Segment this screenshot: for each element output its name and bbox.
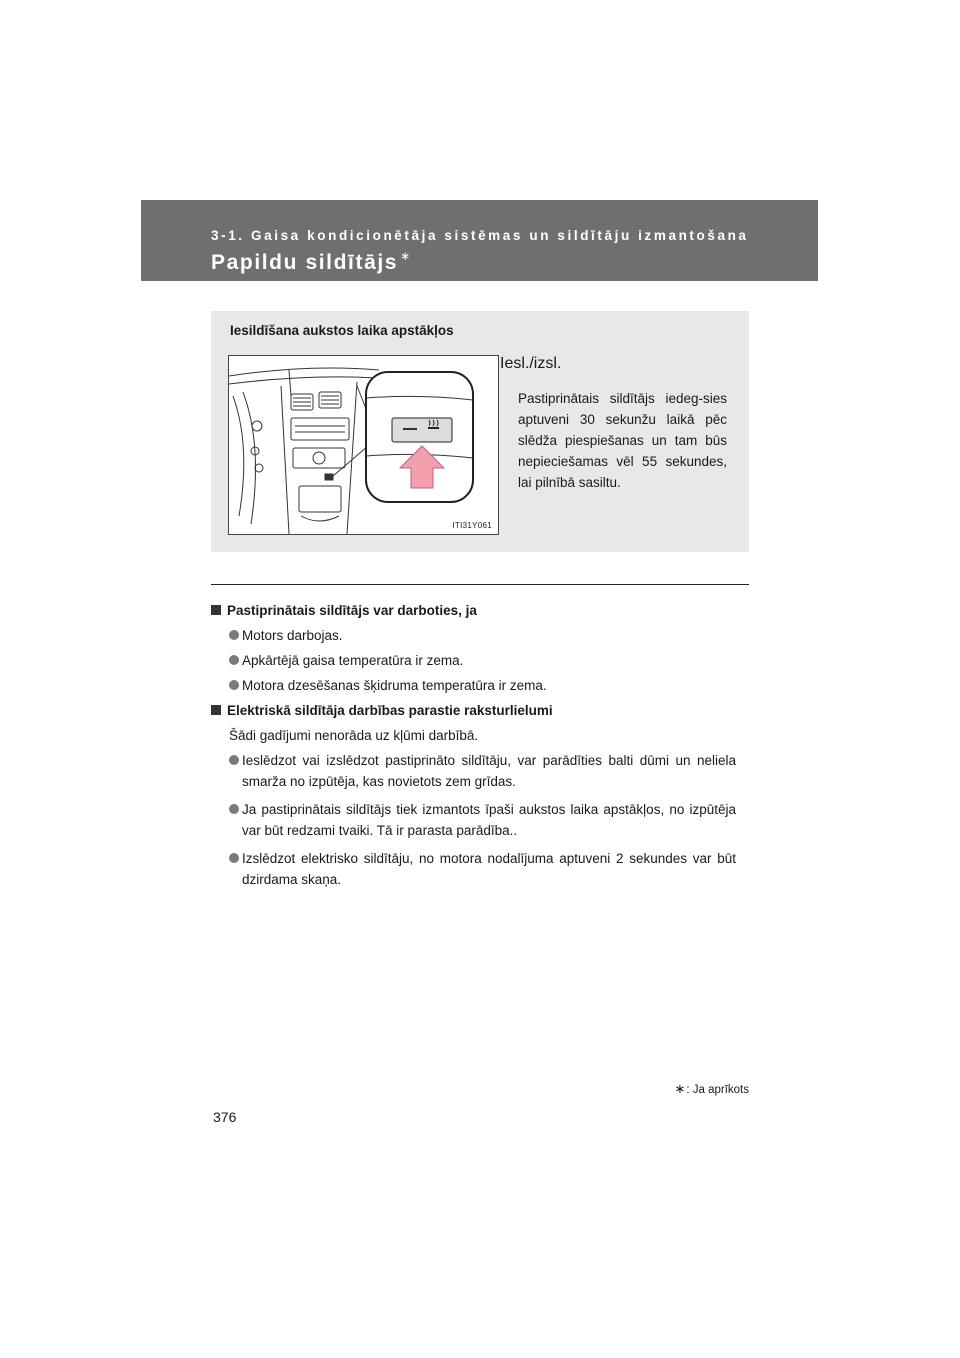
chapter-title: 3-1. Gaisa kondicionētāja sistēmas un sildītāju izmantošana — [211, 228, 749, 243]
dashboard-illustration — [228, 355, 499, 535]
footnote — [674, 1081, 749, 1097]
page-title-text: Papildu sildītājs — [211, 251, 399, 274]
list-item-text: Apkārtējā gaisa temperatūra ir zema. — [242, 653, 464, 668]
box-heading: Iesildīšana aukstos laika apstākļos — [230, 323, 454, 338]
round-bullet-icon — [229, 630, 239, 640]
list-item — [211, 848, 736, 890]
illustration-code: ITI31Y061 — [452, 521, 492, 530]
header-band — [141, 200, 818, 281]
round-bullet-icon — [229, 755, 239, 765]
list-item-text: Izslēdzot elektrisko sildītāju, no motora nodalījuma aptuveni 2 sekundes var būt dzirdama skaņa. — [242, 851, 736, 887]
button-label: Iesl./izsl. — [500, 355, 562, 372]
square-bullet-icon — [211, 605, 221, 615]
list-item — [211, 750, 736, 792]
footnote-text: : Ja aprīkots — [686, 1084, 749, 1096]
square-bullet-icon — [211, 705, 221, 715]
list-item-text: Ieslēdzot vai izslēdzot pastiprināto sildītāju, var parādīties balti dūmi un neliela smarža no izpūtēja, kas novietots zem grīdas. — [242, 753, 736, 789]
list-item — [211, 625, 736, 646]
page-title — [211, 249, 412, 275]
info-box — [211, 311, 749, 552]
asterisk-icon: ∗ — [674, 1081, 686, 1096]
list-item — [211, 799, 736, 841]
list-item-text: Motors darbojas. — [242, 628, 343, 643]
section-title-text: Pastiprinātais sildītājs var darboties, ja — [227, 603, 477, 618]
page-number: 376 — [213, 1109, 237, 1125]
round-bullet-icon — [229, 804, 239, 814]
round-bullet-icon — [229, 655, 239, 665]
equipment-mark: ∗ — [400, 249, 412, 263]
button-description: Pastiprinātais sildītājs iedeg-sies aptuveni 30 sekunžu laikā pēc slēdža piespiešanas un tam būs nepieciešamas vēl 55 sekundes, lai pilnībā sasiltu. — [518, 391, 727, 490]
list-item — [211, 650, 736, 671]
list-item-text: Ja pastiprinātais sildītājs tiek izmantots īpaši aukstos laika apstākļos, no izpūtēja var būt redzami tvaiki. Tā ir parasta parādība.. — [242, 802, 736, 838]
round-bullet-icon — [229, 680, 239, 690]
section-title — [211, 600, 736, 621]
content — [211, 600, 736, 890]
divider-line — [211, 584, 749, 585]
section-title-text: Elektriskā sildītāja darbības parastie raksturlielumi — [227, 703, 553, 718]
dashboard-drawing — [229, 356, 498, 534]
list-item-text: Motora dzesēšanas šķidruma temperatūra ir zema. — [242, 678, 547, 693]
list-item — [211, 675, 736, 696]
section-title — [211, 700, 736, 721]
round-bullet-icon — [229, 853, 239, 863]
section-intro: Šādi gadījumi nenorāda uz kļūmi darbībā. — [229, 728, 479, 743]
